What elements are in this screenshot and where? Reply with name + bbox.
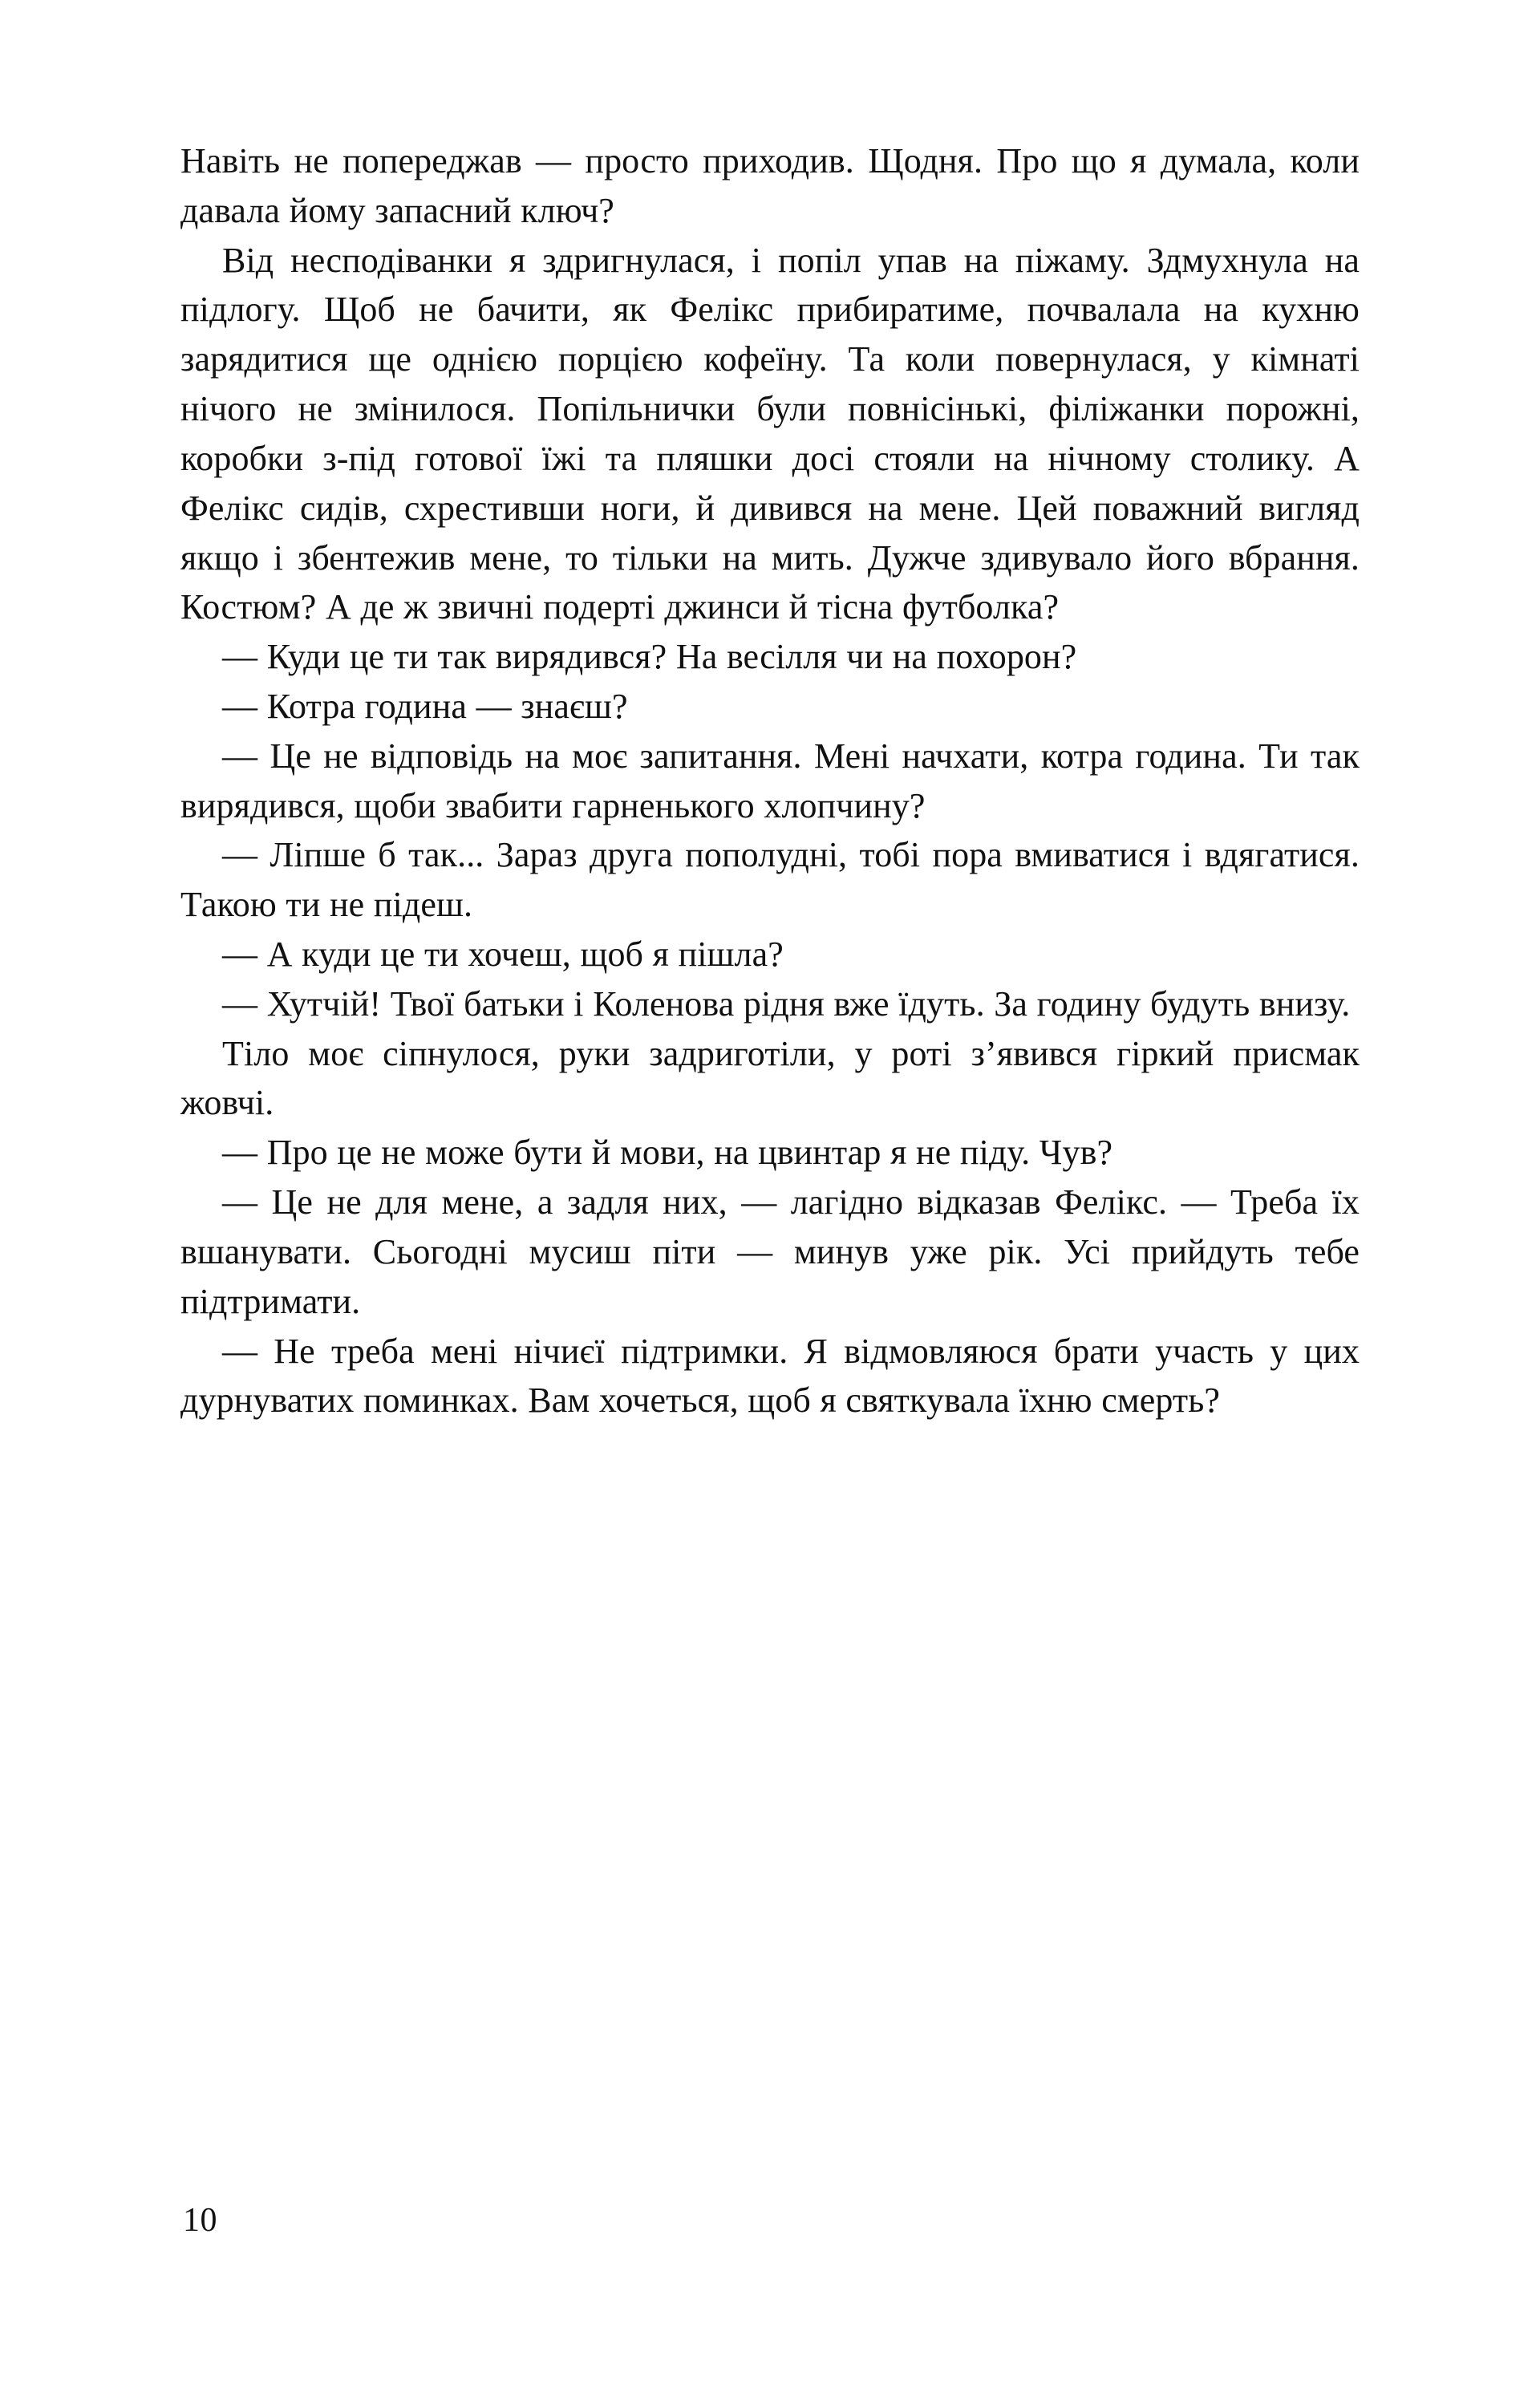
dialogue-line: — Не треба мені нічиєї підтримки. Я відмовляюся брати участь у цих дурнуватих поминках. Вам хочеться, щоб я святкувала їхню смерть?	[180, 1331, 1360, 1421]
page-body	[180, 136, 1360, 1425]
dialogue-line: — Котра година — знаєш?	[222, 686, 628, 726]
paragraph: Від несподіванки я здригнулася, і попіл упав на піжаму. Здмухнула на підлогу. Щоб не бачити, як Фелікс прибиратиме, почвалала на кухню зарядитися ще однією порцією кофеїну. Та коли повернулася, у кімнаті нічого не змінилося. Попільнички були повнісінькі, філіжанки порожні, коробки з-під готової їжі та пляшки досі стояли на нічному столику. А Фелікс сидів, схрестивши ноги, й дивився на мене. Цей поважний вигляд якщо і збентежив мене, то тільки на мить. Дужче здивувало його вбрання. Костюм? А де ж звичні подерті джинси й тісна футболка?	[180, 240, 1360, 627]
dialogue-line: — А куди це ти хочеш, щоб я пішла?	[222, 935, 784, 974]
dialogue-line: — Куди це ти так вирядився? На весілля чи на похорон?	[222, 637, 1077, 677]
paragraph: Навіть не попереджав — просто приходив. Щодня. Про що я думала, коли давала йому запасний ключ?	[180, 141, 1360, 230]
dialogue-line: — Про це не може бути й мови, на цвинтар я не піду. Чув?	[222, 1133, 1113, 1173]
dialogue-line: — Це не відповідь на моє запитання. Мені начхати, котра година. Ти так вирядився, щоби звабити гарненького хлопчину?	[180, 736, 1360, 825]
paragraph: Тіло моє сіпнулося, руки задриготіли, у роті з’явився гіркий присмак жовчі.	[180, 1033, 1360, 1123]
dialogue-line: — Це не для мене, а задля них, — лагідно відказав Фелікс. — Треба їх вшанувати. Сьогодні мусиш піти — минув уже рік. Усі прийдуть тебе підтримати.	[180, 1182, 1360, 1321]
page-number: 10	[183, 2202, 217, 2239]
dialogue-line: — Ліпше б так... Зараз друга пополудні, тобі пора вмиватися і вдягатися. Такою ти не підеш.	[180, 835, 1360, 925]
dialogue-line: — Хутчій! Твої батьки і Коленова рідня вже їдуть. За годину будуть внизу.	[222, 983, 1351, 1024]
